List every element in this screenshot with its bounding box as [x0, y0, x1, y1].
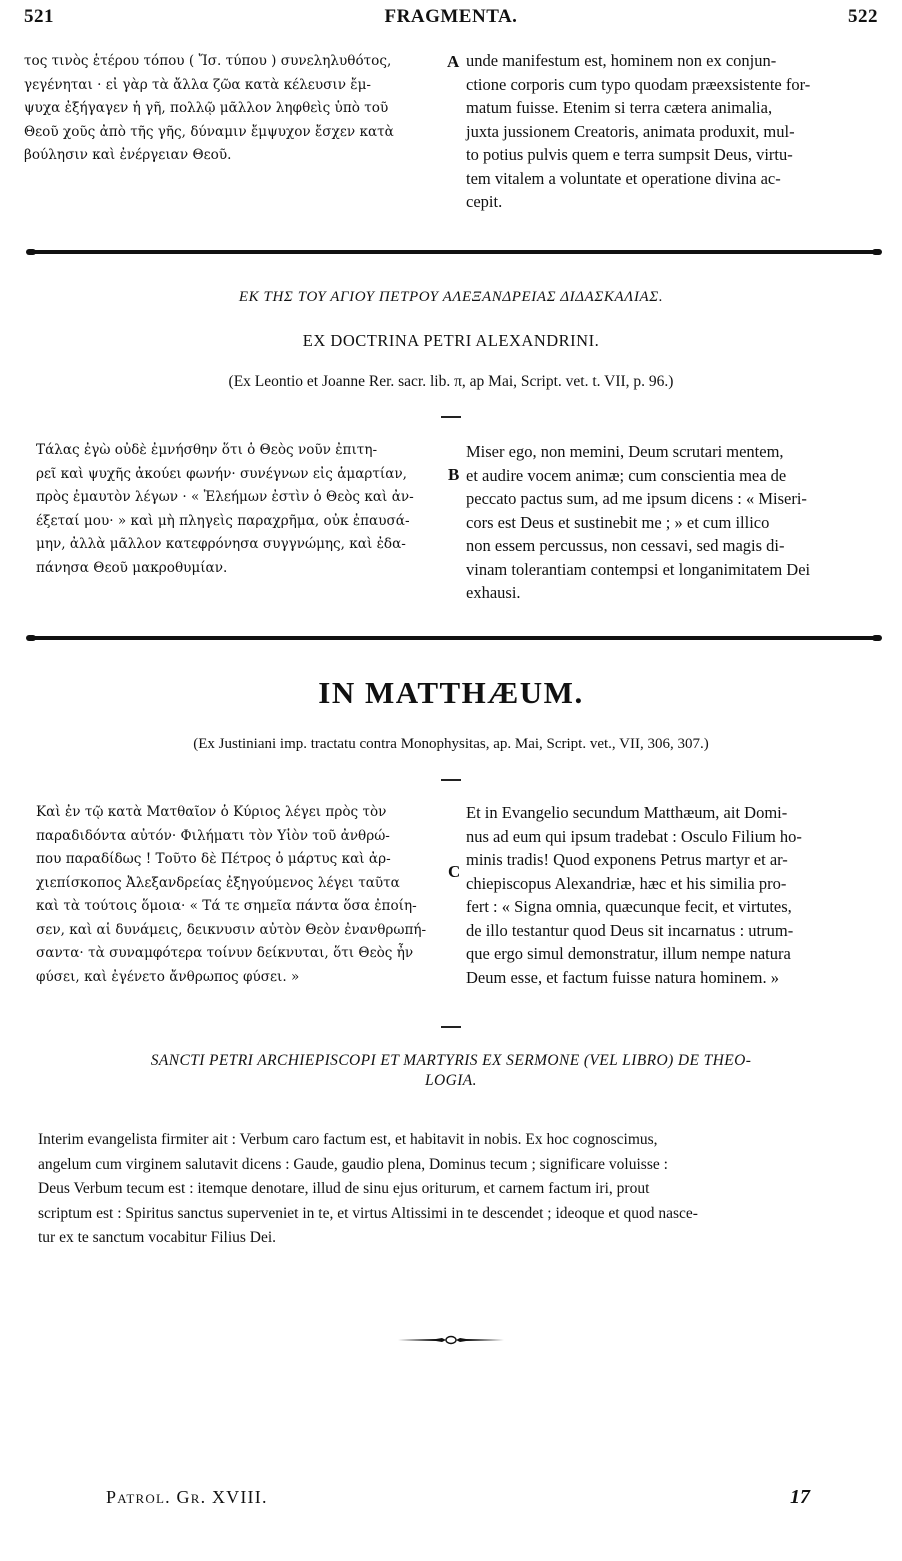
latin-line: ctione corporis cum typo quodam præexsistente for- — [466, 74, 811, 94]
fragment1-latin-column — [466, 49, 882, 214]
short-dash — [441, 779, 461, 781]
short-dash — [441, 1026, 461, 1028]
latin-line: unde manifestum est, hominem non ex conjun- — [466, 51, 777, 70]
latin-line: chiepiscopus Alexandriæ, hæc et his similia pro- — [466, 873, 787, 893]
latin-line: non essem percussus, non cessavi, sed magis di- — [466, 536, 785, 555]
greek-line: έξεταί μου· » καὶ μὴ πληγεὶς παραχρῆμα, οὐκ ἐπαυσά- — [36, 512, 410, 529]
greek-line: σαντα· τὰ συναμφότερα τοίνυν δείκνυται, ὅτι Θεὸς ἦν — [36, 945, 414, 961]
latin-line: Et in Evangelio secundum Matthæum, ait Domi- — [466, 803, 788, 822]
source-citation: (Ex Justiniani imp. tractatu contra Monophysitas, ap. Mai, Script. vet., VII, 306, 307.) — [193, 736, 709, 752]
sheet-number: 17 — [790, 1486, 810, 1508]
greek-line: πρὸς ἐμαυτὸν λέγων · « Ἐλεήμων ἐστὶν ὁ Θεὸς καὶ ἀν- — [36, 489, 414, 505]
body-line: angelum cum virginem salutavit dicens : Gaude, gaudio plena, Dominus tecum ; significare voluisse : — [38, 1155, 668, 1173]
column-marker-a: A — [447, 52, 460, 71]
greek-line: ρεῖ καὶ ψυχῆς ἀκούει φωνήν· συνέγνων εἰς ἁμαρτίαν, — [36, 465, 408, 482]
matthaeum-greek-column — [36, 801, 446, 989]
latin-line: peccato pactus sum, ad me ipsum dicens : « Miseri- — [466, 489, 807, 508]
fragment1-greek-column — [24, 50, 444, 168]
latin-line: Deum esse, et factum fuisse natura hominem. » — [466, 967, 779, 987]
right-page-number: 522 — [848, 6, 878, 27]
body-line: tur ex te sanctum vocabitur Filius Dei. — [38, 1229, 277, 1246]
greek-line: μην, ἀλλὰ μᾶλλον κατεφρόνησα συγγνώμης, καὶ ἐδα- — [36, 536, 406, 552]
latin-line: exhausi. — [466, 583, 521, 602]
greek-line: χιεπίσκοπος Ἀλεξανδρείας ἐξηγούμενος λέγει ταῦτα — [36, 874, 400, 891]
source-citation: (Ex Leontio et Joanne Rer. sacr. lib. π, ap Mai, Script. vet. t. VII, p. 96.) — [228, 373, 674, 390]
section-title: IN MATTHÆUM. — [318, 675, 584, 710]
greek-line: Θεοῦ χοῦς ἀπὸ τῆς γῆς, δύναμιν ἔμψυχον ἔσχεν κατὰ — [24, 123, 394, 140]
greek-line: βούλησιν καὶ ἐνέργειαν Θεοῦ. — [24, 147, 232, 163]
ornament-divider — [398, 1332, 504, 1342]
latin-line: nus ad eum qui ipsum tradebat : Osculo Filium ho- — [466, 826, 802, 846]
column-marker-c: C — [448, 862, 461, 881]
body-line: Interim evangelista firmiter ait : Verbum caro factum est, et habitavit in nobis. Ex hoc cognoscimus, — [38, 1131, 658, 1148]
latin-line: et audire vocem animæ; cum conscientia mea de — [466, 465, 787, 485]
latin-line: juxta jussionem Creatoris, animata produxit, mul- — [466, 121, 795, 141]
running-title: FRAGMENTA. — [384, 6, 518, 27]
doctrina-greek-column — [36, 439, 446, 580]
greek-line: φύσει, καὶ ἐγένετο ἄνθρωπος φύσει. » — [36, 968, 300, 985]
greek-line: πάνησα Θεοῦ μακροθυμίαν. — [36, 559, 228, 576]
latin-line: minis tradis! Quod exponens Petrus martyr et ar- — [466, 850, 788, 869]
section-divider-rule — [28, 636, 880, 640]
matthaeum-latin-column — [466, 801, 882, 989]
greek-line: Καὶ ἐν τῷ κατὰ Ματθαῖον ὁ Κύριος λέγει πρὸς τὸν — [36, 804, 387, 820]
latin-line: fert : « Signa omnia, quæcunque fecit, et virtutes, — [466, 897, 792, 916]
body-line: scriptum est : Spiritus sanctus superveniet in te, et virtus Altissimi in te descendet ; ideoque et quod nasce- — [38, 1204, 698, 1222]
doctrina-latin-column — [466, 440, 882, 605]
latin-line: cepit. — [466, 192, 503, 211]
section-heading-line2: LOGIA. — [425, 1072, 477, 1089]
latin-line: vinam tolerantiam contempsi et longanimitatem Dei — [466, 559, 811, 579]
body-line: Deus Verbum tecum est : itemque denotare, illud de sinu ejus oriturum, et carnem factum iri, prout — [38, 1180, 650, 1197]
latin-section-heading: EX DOCTRINA PETRI ALEXANDRINI. — [302, 331, 600, 350]
section-heading-line1: SANCTI PETRI ARCHIEPISCOPI ET MARTYRIS EX SERMONE (VEL LIBRO) DE THEO- — [150, 1052, 752, 1069]
latin-line: matum fuisse. Etenim si terra cætera animalia, — [466, 98, 773, 117]
greek-line: τος τινὸς ἑτέρου τόπου ( Ἴσ. τύπου ) συνεληλυθότος, — [24, 53, 392, 69]
latin-line: tem vitalem a voluntate et operatione divina ac- — [466, 168, 781, 188]
greek-line: γεγένηται · εἰ γὰρ τὰ ἄλλα ζῶα κατὰ κέλευσιν ἔμ- — [24, 76, 372, 93]
latin-line: de illo testantur quod Deus sit incarnatus : utrum- — [466, 920, 794, 940]
greek-line: ψυχα ἐξήγαγεν ἡ γῆ, πολλῷ μᾶλλον ληφθεὶς ὑπὸ τοῦ — [24, 100, 389, 116]
greek-line: σεν, καὶ αἱ δυνάμεις, δεικνυσιν αὐτὸν Θεὸν ἐνανθρωπή- — [36, 921, 427, 938]
left-page-number: 521 — [24, 6, 54, 27]
latin-line: Miser ego, non memini, Deum scrutari mentem, — [466, 442, 784, 461]
greek-line: που παραδίδως ! Τοῦτο δὲ Πέτρος ὁ μάρτυς καὶ ἀρ- — [36, 851, 391, 867]
latin-line: to potius pulvis quem e terra sumpsit Deus, virtu- — [466, 145, 793, 164]
section-divider-rule — [28, 250, 880, 254]
theologia-body — [38, 1128, 884, 1251]
latin-line: que ergo simul demonstratur, illum nempe natura — [466, 944, 791, 963]
greek-section-heading: ΕΚ ΤΗΣ ΤΟΥ ΑΓΙΟΥ ΠΕΤΡΟΥ ΑΛΕΞΑΝΔΡΕΙΑΣ ΔΙΔΑΣΚΑΛΙΑΣ. — [238, 289, 664, 305]
column-marker-b: B — [448, 465, 460, 484]
greek-line: καὶ τὰ τούτοις ὅμοια· « Τά τε σημεῖα πάντα ὅσα ἐποίη- — [36, 898, 417, 914]
greek-line: Τάλας ἐγὼ οὐδὲ ἐμνήσθην ὅτι ὁ Θεὸς νοῦν ἐπιτη- — [36, 442, 378, 458]
footer-signature: Patrol. Gr. XVIII. — [106, 1487, 268, 1507]
short-dash — [441, 416, 461, 418]
latin-line: cors est Deus et sustinebit me ; » et cum illico — [466, 512, 770, 532]
greek-line: παραδιδόντα αὐτόν· Φιλήματι τὸν Υἱὸν τοῦ ἀνθρώ- — [36, 827, 390, 844]
